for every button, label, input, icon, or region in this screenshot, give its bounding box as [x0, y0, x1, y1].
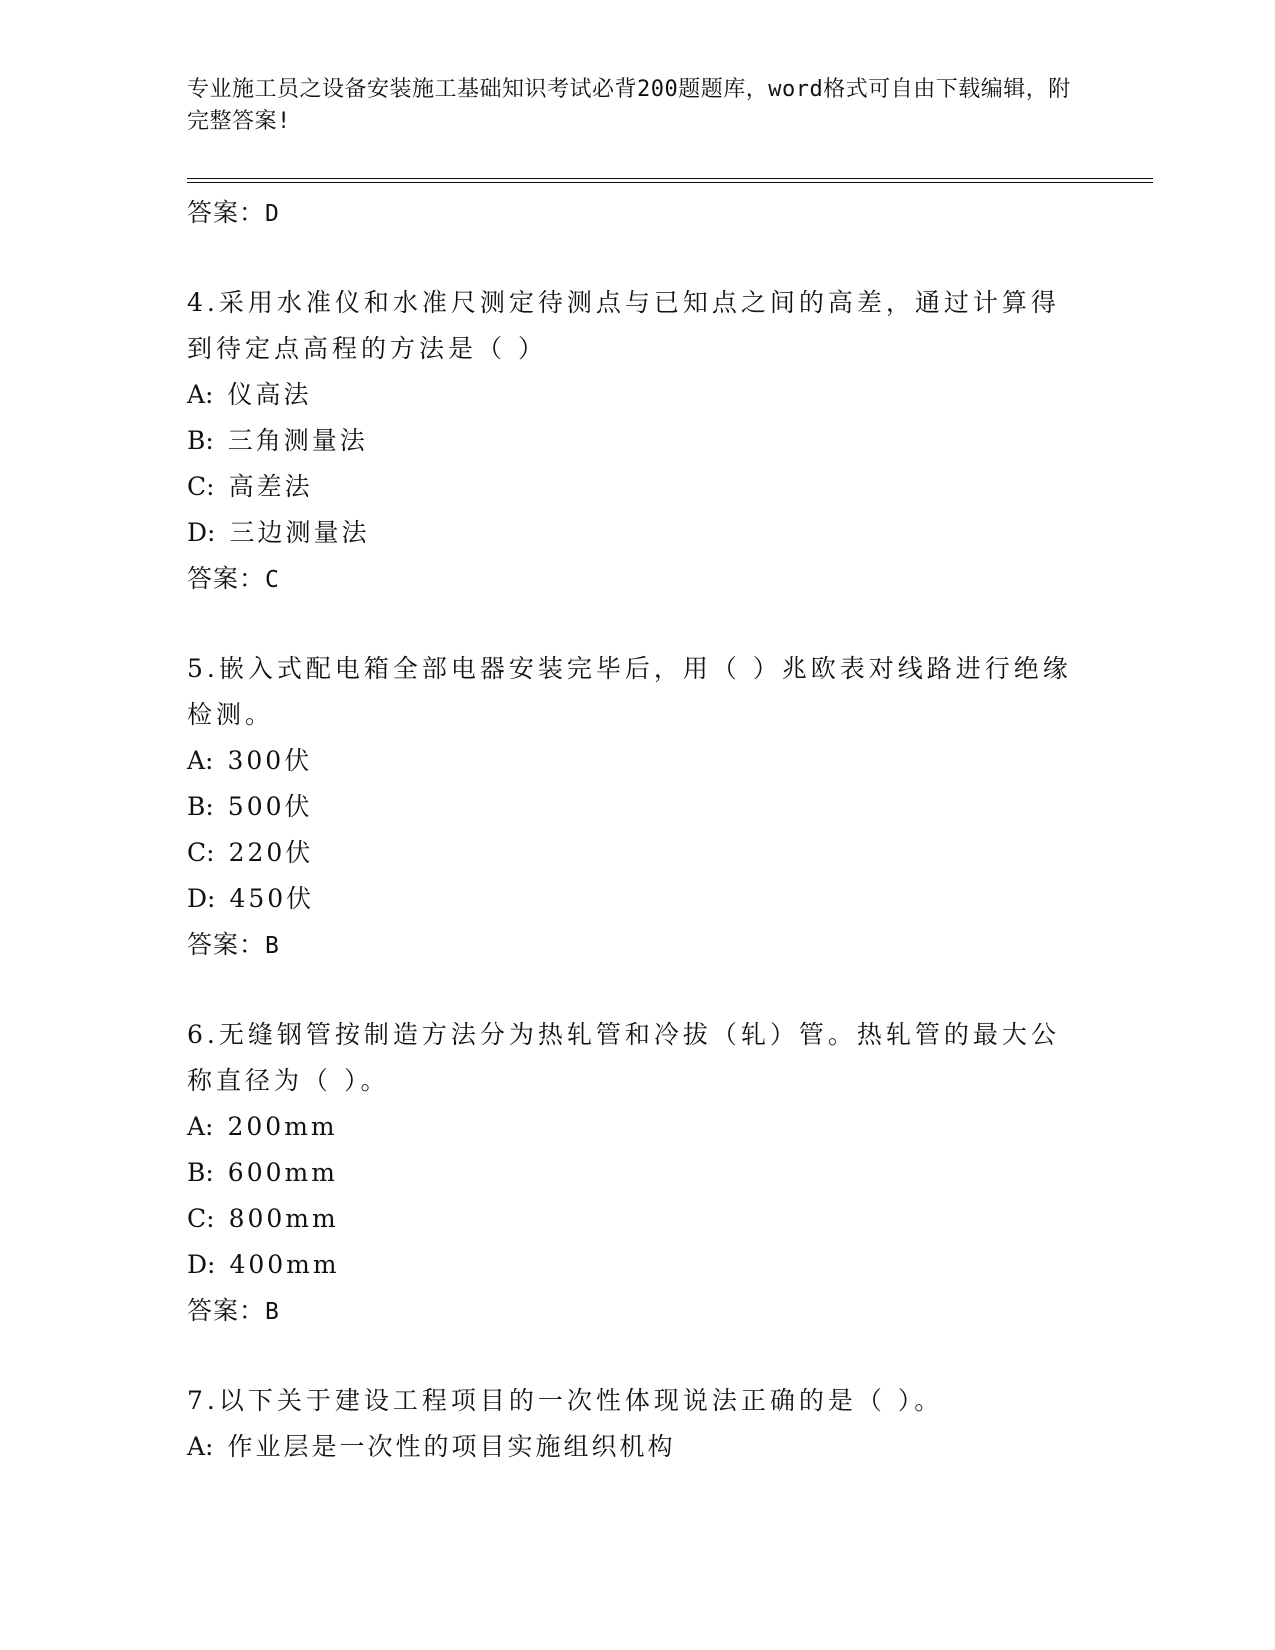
option-text: 800mm: [228, 1204, 339, 1233]
option-text: 300伏: [227, 746, 313, 775]
question-4: [187, 280, 1087, 602]
option-letter: A:: [187, 746, 214, 775]
answer-line: [187, 556, 1087, 602]
question-stem: 4.采用水准仪和水准尺测定待测点与已知点之间的高差，通过计算得到待定点高程的方法是（ ）: [187, 288, 1060, 363]
document-body: [187, 190, 1087, 1470]
option-text: 高差法: [228, 472, 313, 501]
answer-line: [187, 922, 1087, 968]
option-letter: D:: [187, 884, 216, 913]
option-d: [187, 510, 1087, 556]
option-letter: D:: [187, 518, 216, 547]
option-a: [187, 372, 1087, 418]
option-text: 作业层是一次性的项目实施组织机构: [227, 1432, 676, 1461]
option-a: [187, 1424, 1087, 1470]
answer-value: B: [265, 1299, 280, 1325]
option-b: [187, 1150, 1087, 1196]
answer-label: 答案：: [187, 564, 266, 593]
option-letter: C:: [187, 838, 215, 867]
answer-line: [187, 190, 1087, 236]
option-d: [187, 876, 1087, 922]
option-text: 三角测量法: [227, 426, 368, 455]
option-text: 450伏: [229, 884, 315, 913]
option-letter: B:: [187, 1158, 214, 1187]
option-letter: A:: [187, 1112, 214, 1141]
answer-value: B: [265, 933, 280, 959]
answer-label: 答案：: [187, 198, 266, 227]
option-letter: C:: [187, 1204, 215, 1233]
option-letter: C:: [187, 472, 215, 501]
option-text: 仪高法: [227, 380, 312, 409]
answer-value: D: [265, 201, 280, 227]
answer-line: [187, 1288, 1087, 1334]
option-d: [187, 1242, 1087, 1288]
option-c: [187, 464, 1087, 510]
option-a: [187, 738, 1087, 784]
option-text: 500伏: [227, 792, 313, 821]
option-letter: B:: [187, 792, 214, 821]
option-letter: A:: [187, 1432, 214, 1461]
question-5: [187, 646, 1087, 968]
question-7: [187, 1378, 1087, 1470]
option-letter: B:: [187, 426, 214, 455]
option-text: 400mm: [229, 1250, 340, 1279]
question-stem: 6.无缝钢管按制造方法分为热轧管和冷拔（轧）管。热轧管的最大公称直径为（ ）。: [187, 1020, 1060, 1095]
document-header: [187, 74, 1077, 138]
header-double-rule: [187, 178, 1153, 183]
answer-value: C: [265, 567, 280, 593]
question-stem: 5.嵌入式配电箱全部电器安装完毕后，用（ ）兆欧表对线路进行绝缘检测。: [187, 654, 1072, 729]
option-letter: D:: [187, 1250, 216, 1279]
option-b: [187, 784, 1087, 830]
answer-label: 答案：: [187, 1296, 266, 1325]
option-text: 三边测量法: [229, 518, 370, 547]
header-title: 专业施工员之设备安装施工基础知识考试必背200题题库，word格式可自由下载编辑，附完整答案!: [187, 77, 1071, 134]
option-text: 200mm: [227, 1112, 338, 1141]
option-letter: A:: [187, 380, 214, 409]
question-6: [187, 1012, 1087, 1334]
option-text: 600mm: [227, 1158, 338, 1187]
option-b: [187, 418, 1087, 464]
option-text: 220伏: [228, 838, 314, 867]
option-a: [187, 1104, 1087, 1150]
question-stem: 7.以下关于建设工程项目的一次性体现说法正确的是（ ）。: [187, 1386, 944, 1415]
option-c: [187, 1196, 1087, 1242]
option-c: [187, 830, 1087, 876]
answer-label: 答案：: [187, 930, 266, 959]
